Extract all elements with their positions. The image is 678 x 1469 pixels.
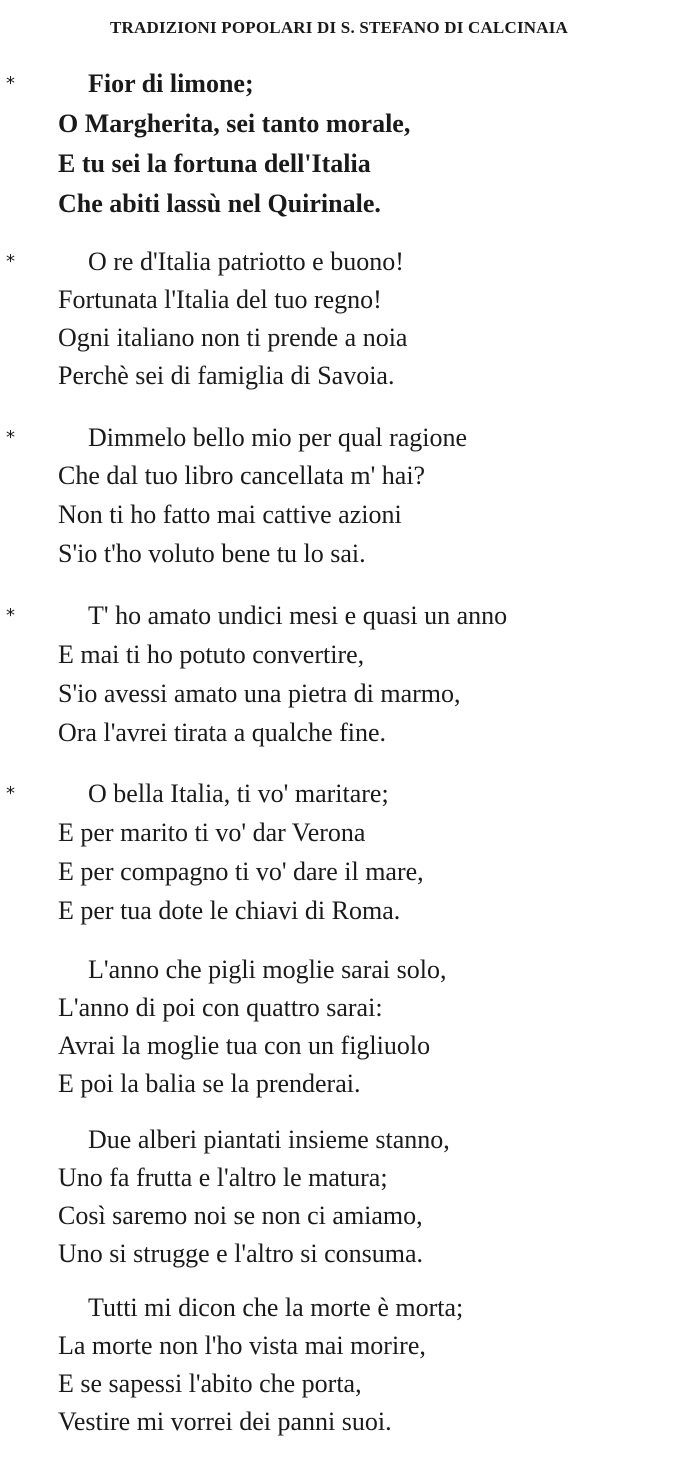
verse-line: Tutti mi dicon che la morte è morta; bbox=[88, 1293, 464, 1322]
verse-line: S'io avessi amato una pietra di marmo, bbox=[58, 679, 461, 708]
verse-line: Fior di limone; bbox=[88, 69, 254, 98]
verse-line: Fortunata l'Italia del tuo regno! bbox=[58, 285, 382, 314]
verse-line: E per marito ti vo' dar Verona bbox=[58, 818, 366, 847]
verse-line: O Margherita, sei tanto morale, bbox=[58, 109, 411, 138]
verse-line: Così saremo noi se non ci amiamo, bbox=[58, 1201, 423, 1230]
verse-line: L'anno che pigli moglie sarai solo, bbox=[88, 955, 447, 984]
verse-line: Che dal tuo libro cancellata m' hai? bbox=[58, 461, 426, 490]
verse-line: Che abiti lassù nel Quirinale. bbox=[58, 189, 381, 218]
stanza-marker: * bbox=[6, 73, 15, 94]
verse-line: Vestire mi vorrei dei panni suoi. bbox=[58, 1407, 392, 1436]
verse-line: Due alberi piantati insieme stanno, bbox=[88, 1125, 450, 1154]
verse-line: E mai ti ho potuto convertire, bbox=[58, 640, 365, 669]
verse-line: Uno si strugge e l'altro si consuma. bbox=[58, 1239, 424, 1268]
verse-line: E poi la balia se la prenderai. bbox=[58, 1069, 361, 1098]
stanza-marker: * bbox=[6, 427, 15, 448]
verse-line: L'anno di poi con quattro sarai: bbox=[58, 993, 383, 1022]
verse-line: Perchè sei di famiglia di Savoia. bbox=[58, 361, 395, 390]
verse-line: Ogni italiano non ti prende a noia bbox=[58, 323, 408, 352]
verse-line: S'io t'ho voluto bene tu lo sai. bbox=[58, 539, 366, 568]
verse-line: E per compagno ti vo' dare il mare, bbox=[58, 857, 424, 886]
verse-line: Non ti ho fatto mai cattive azioni bbox=[58, 500, 402, 529]
verse-line: Dimmelo bello mio per qual ragione bbox=[88, 423, 468, 452]
verse-line: E se sapessi l'abito che porta, bbox=[58, 1369, 362, 1398]
stanza-marker: * bbox=[6, 783, 15, 804]
verse-line: O bella Italia, ti vo' maritare; bbox=[88, 779, 389, 808]
stanza-marker: * bbox=[6, 251, 15, 272]
verse-line: Avrai la moglie tua con un figliuolo bbox=[58, 1031, 431, 1060]
verse-line: E per tua dote le chiavi di Roma. bbox=[58, 896, 401, 925]
verse-line: T' ho amato undici mesi e quasi un anno bbox=[88, 601, 508, 630]
verse-line: E tu sei la fortuna dell'Italia bbox=[58, 149, 371, 178]
verse-line: La morte non l'ho vista mai morire, bbox=[58, 1331, 426, 1360]
page-header: TRADIZIONI POPOLARI DI S. STEFANO DI CALCINAIA bbox=[109, 18, 569, 37]
verse-line: Ora l'avrei tirata a qualche fine. bbox=[58, 718, 387, 747]
verse-line: Uno fa frutta e l'altro le matura; bbox=[58, 1163, 388, 1192]
stanza-marker: * bbox=[6, 605, 15, 626]
verse-line: O re d'Italia patriotto e buono! bbox=[88, 247, 404, 276]
